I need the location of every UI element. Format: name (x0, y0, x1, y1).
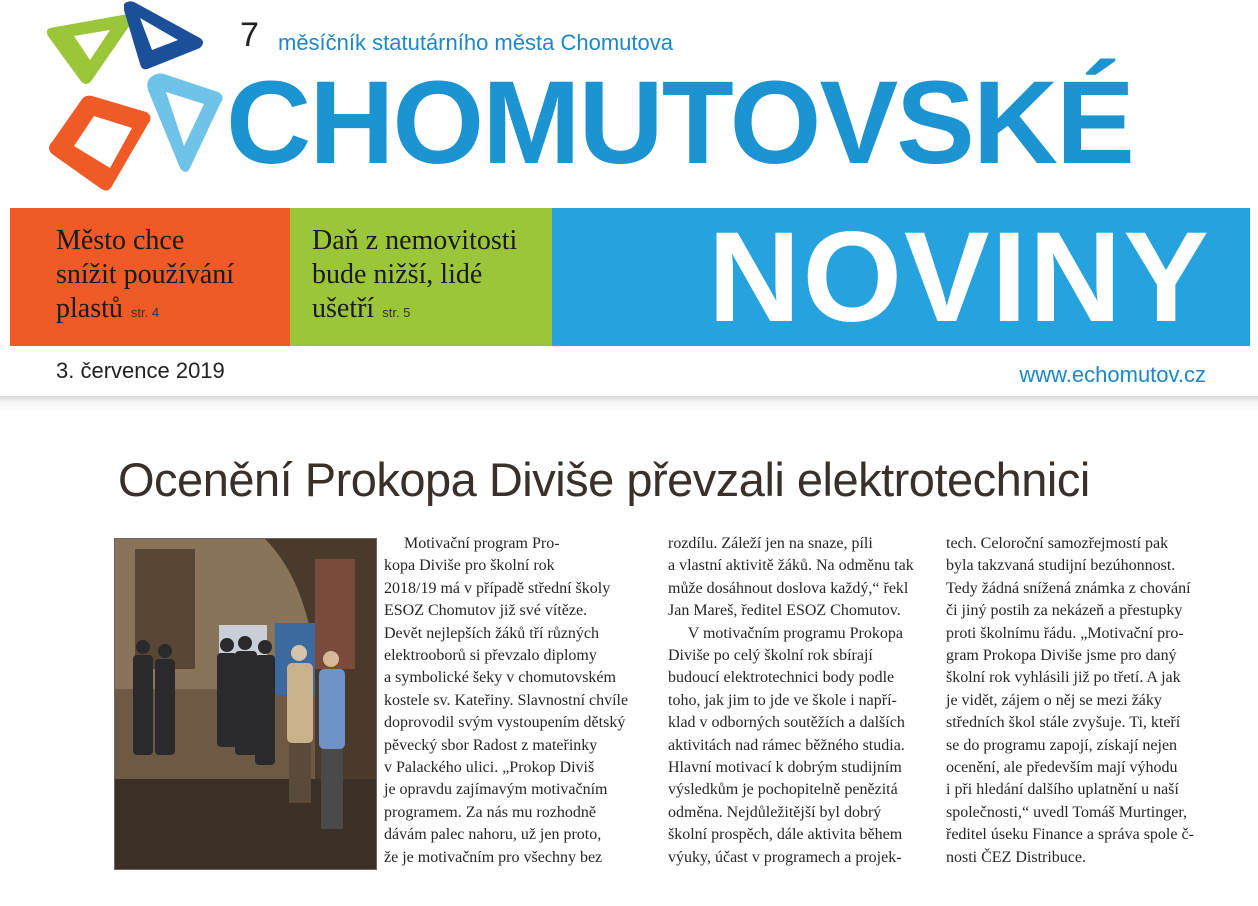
city-logo (40, 0, 230, 195)
article-headline: Ocenění Prokopa Diviše převzali elektrotechnici (118, 453, 1090, 506)
issue-date: 3. července 2019 (56, 358, 225, 383)
article-column-3: tech. Celoroční samozřejmostí pak byla takzvaná studijní bezúhonnost. Tedy žádná snížená známka z chování či jiný postih za nekázeň a přestupky proti školnímu řádu. „Motivační pro- gram Prokopa Diviše jsme pro daný školní rok vyhlásili již po třetí. A jak je vidět, zájem o něj se mezi žáky středních škol stále zvyšuje. Ti, kteří se do programu zapojí, získají nejen ocenění, ale především mají výhodu i při hledání dalšího uplatnění u naší společnosti,“ uvedl Tomáš Murtinger, ředitel úseku Finance a správa spole č- nosti ČEZ Distribuce. (946, 535, 1194, 866)
page-reference: str. 5 (382, 305, 411, 320)
masthead-banner (10, 206, 1250, 349)
teaser-line: plastů (56, 293, 123, 324)
scan-divider (0, 396, 1258, 412)
teaser-property-tax[interactable] (290, 208, 552, 346)
teaser-line: Daň z nemovitosti (312, 225, 518, 256)
masthead-subtitle: měsíčník statutárního města Chomutova (278, 30, 673, 55)
teaser-line: Město chce (56, 225, 185, 256)
teaser-line: bude nižší, lidé (312, 259, 483, 290)
article-column-1: Motivační program Pro- kopa Diviše pro školní rok 2018/19 má v případě střední školy ESOZ Chomutov již své vítěze. Devět nejlepších žáků tří různých elektrooborů si převzalo diplomy a symbolické šeky v chomutovském kostele sv. Kateřiny. Slavnostní chvíle doprovodil svým vystoupením dětský pěvecký sbor Radost z mateřinky v Palackého ulici. „Prokop Diviš je opravdu zajímavým motivačním programem. Za nás mu rozhodně dávám palec nahoru, už jen proto, že je motivačním pro všechny bez (384, 535, 629, 866)
article-column-2: rozdílu. Záleží jen na snaze, píli a vlastní aktivitě žáků. Na odměnu tak může dosáhnout doslova každý,“ řekl Jan Mareš, ředitel ESOZ Chomutov. V motivačním programu Prokopa Diviše po celý školní rok sbírají budoucí elektrotechnici body podle toho, jak jim to jde ve škole i napří- klad v odborných soutěžích a dalších aktivitách nad rámec běžného studia. Hlavní motivací k dobrým studijním výsledkům je pochopitelně penězitá odměna. Nejdůležitější byl dobrý školní prospěch, dále aktivita během výuky, účast v programech a projek- (668, 535, 914, 866)
page-reference: str. 4 (130, 305, 160, 320)
issue-number: 7 (240, 16, 259, 54)
website-link[interactable]: www.echomutov.cz (1019, 362, 1206, 387)
nameplate-box (552, 206, 1250, 349)
article-photo (114, 538, 377, 870)
teaser-line: snížit používání (56, 259, 235, 290)
teaser-plastics[interactable] (10, 208, 290, 346)
masthead-title: CHOMUTOVSKÉ (226, 57, 1133, 189)
teaser-line: ušetří (312, 293, 375, 324)
masthead-title-noviny: NOVINY (708, 206, 1211, 349)
